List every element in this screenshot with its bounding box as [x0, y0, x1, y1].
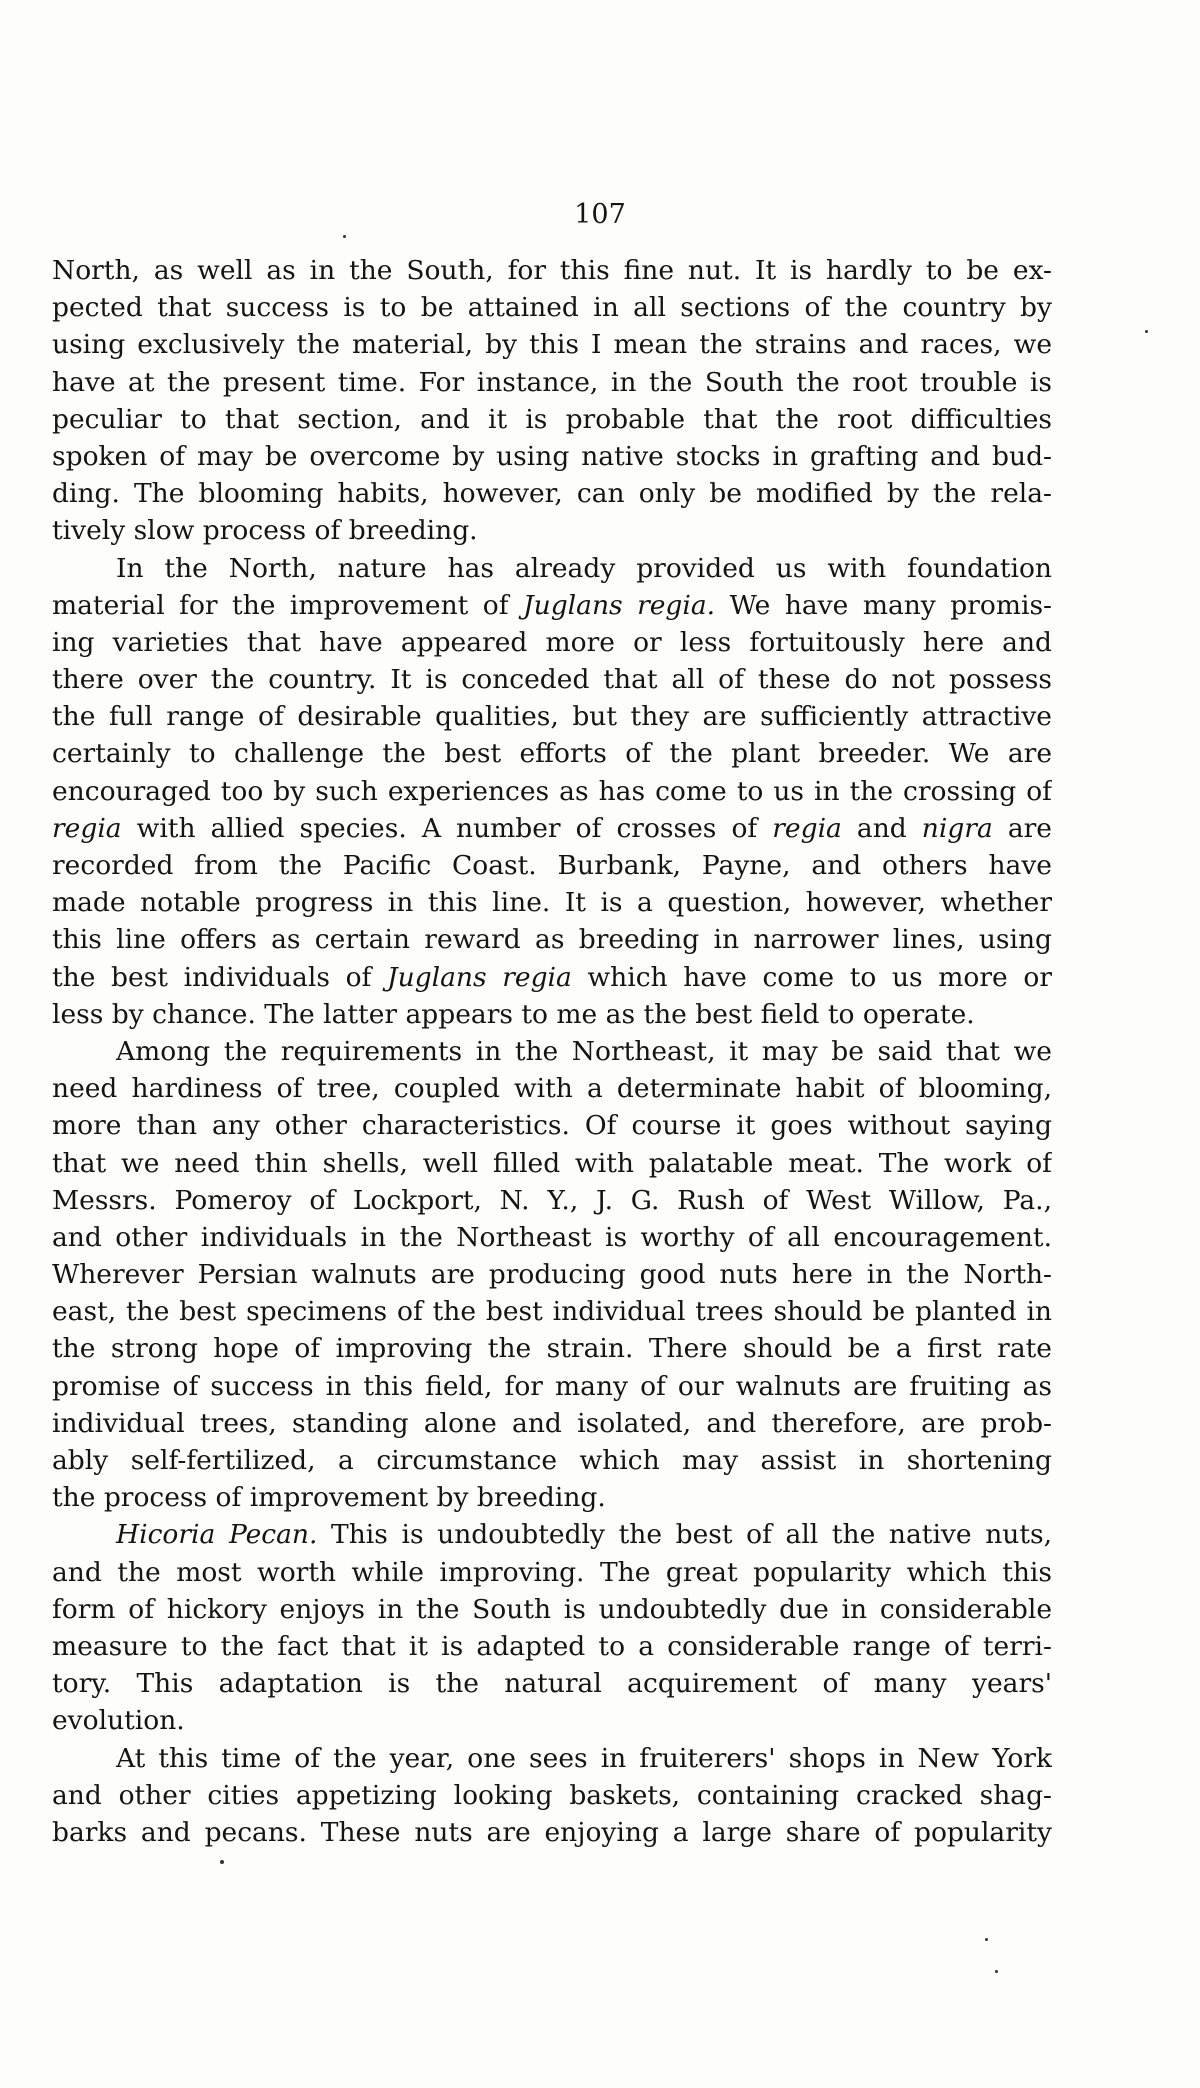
- text-line: using exclusively the material, by this I mean the strains and races, we: [52, 329, 1052, 361]
- text-line: promise of success in this field, for many of our walnuts are fruiting as: [52, 1370, 1052, 1402]
- text-line: recorded from the Pacific Coast. Burbank, Payne, and others have: [52, 850, 1052, 881]
- text-line: that we need thin shells, well filled with palatable meat. The work of: [52, 1147, 1052, 1179]
- text-line: and the most worth while improving. The great popularity which this: [52, 1556, 1052, 1588]
- scan-speck: [985, 1938, 988, 1941]
- text-line: regia with allied species. A number of crosses of regia and nigra are: [52, 812, 1052, 844]
- text-line: Wherever Persian walnuts are producing good nuts here in the North-: [52, 1259, 1052, 1291]
- page-number: 107: [574, 199, 626, 230]
- text-line: the full range of desirable qualities, but they are sufficiently attractive: [52, 701, 1052, 733]
- text-line: individual trees, standing alone and isolated, and therefore, are prob-: [52, 1407, 1052, 1439]
- text-line: pected that success is to be attained in all sections of the country by: [52, 292, 1052, 324]
- text-line: Messrs. Pomeroy of Lockport, N. Y., J. G. Rush of West Willow, Pa.,: [52, 1184, 1052, 1216]
- species-name: regia: [772, 812, 842, 844]
- scan-speck: [1145, 330, 1148, 333]
- paragraph-first-line: At this time of the year, one sees in fruiterers' shops in New York: [116, 1742, 1052, 1774]
- species-heading: Hicoria Pecan.: [116, 1519, 318, 1551]
- paragraph-first-line: In the North, nature has already provided us with foundation: [116, 552, 1052, 584]
- text-line: spoken of may be overcome by using native stocks in grafting and bud-: [52, 440, 1052, 472]
- scan-speck: [995, 1970, 998, 1973]
- text-line: the strong hope of improving the strain. There should be a first rate: [52, 1333, 1052, 1365]
- text-line: the best individuals of Juglans regia which have come to us more or: [52, 961, 1052, 993]
- text-line: barks and pecans. These nuts are enjoying a large share of popularity: [52, 1816, 1052, 1848]
- text-line: have at the present time. For instance, in the South the root trouble is: [52, 366, 1052, 398]
- text-line: form of hickory enjoys in the South is undoubtedly due in considerable: [52, 1593, 1052, 1625]
- scan-speck: [343, 235, 346, 238]
- species-name: Juglans regia.: [523, 589, 716, 621]
- species-name: regia: [52, 812, 122, 844]
- species-name: Juglans regia: [387, 961, 572, 993]
- text-line: measure to the fact that it is adapted to a considerable range of terri-: [52, 1630, 1052, 1662]
- text-line: peculiar to that section, and it is probable that the root difficulties: [52, 403, 1052, 435]
- text-line: certainly to challenge the best efforts of the plant breeder. We are: [52, 738, 1052, 770]
- text-line: and other cities appetizing looking baskets, containing cracked shag-: [52, 1779, 1052, 1811]
- text-line: there over the country. It is conceded that all of these do not possess: [52, 664, 1052, 696]
- text-line: ing varieties that have appeared more or less fortuitously here and: [52, 626, 1052, 658]
- text-line: tory. This adaptation is the natural acquirement of many years': [52, 1668, 1052, 1700]
- text-line: this line offers as certain reward as breeding in narrower lines, using: [52, 924, 1052, 956]
- text-line: evolution.: [52, 1705, 185, 1737]
- text-line: more than any other characteristics. Of course it goes without saying: [52, 1110, 1052, 1142]
- text-line: material for the improvement of Juglans regia. We have many promis-: [52, 589, 1052, 621]
- text-line: less by chance. The latter appears to me as the best field to operate.: [52, 998, 975, 1030]
- text-line: east, the best specimens of the best individual trees should be planted in: [52, 1296, 1052, 1328]
- text-line: ably self-fertilized, a circumstance which may assist in shortening: [52, 1445, 1052, 1476]
- text-line: need hardiness of tree, coupled with a determinate habit of blooming,: [52, 1073, 1052, 1105]
- scan-speck: [220, 1860, 224, 1864]
- text-line: North, as well as in the South, for this fine nut. It is hardly to be ex-: [52, 255, 1052, 286]
- body-text: [52, 252, 1052, 1851]
- text-line: made notable progress in this line. It is a question, however, whether: [52, 887, 1052, 919]
- text-line: and other individuals in the Northeast is worthy of all encouragement.: [52, 1221, 1052, 1253]
- text-line: ding. The blooming habits, however, can only be modified by the rela-: [52, 478, 1052, 510]
- paragraph-first-line: Hicoria Pecan. This is undoubtedly the best of all the native nuts,: [116, 1519, 1052, 1551]
- text-line: the process of improvement by breeding.: [52, 1482, 606, 1514]
- text-line: encouraged too by such experiences as has come to us in the crossing of: [52, 775, 1052, 807]
- species-name: nigra: [921, 812, 993, 844]
- paragraph-first-line: Among the requirements in the Northeast, it may be said that we: [116, 1035, 1052, 1067]
- text-line: tively slow process of breeding.: [52, 515, 478, 547]
